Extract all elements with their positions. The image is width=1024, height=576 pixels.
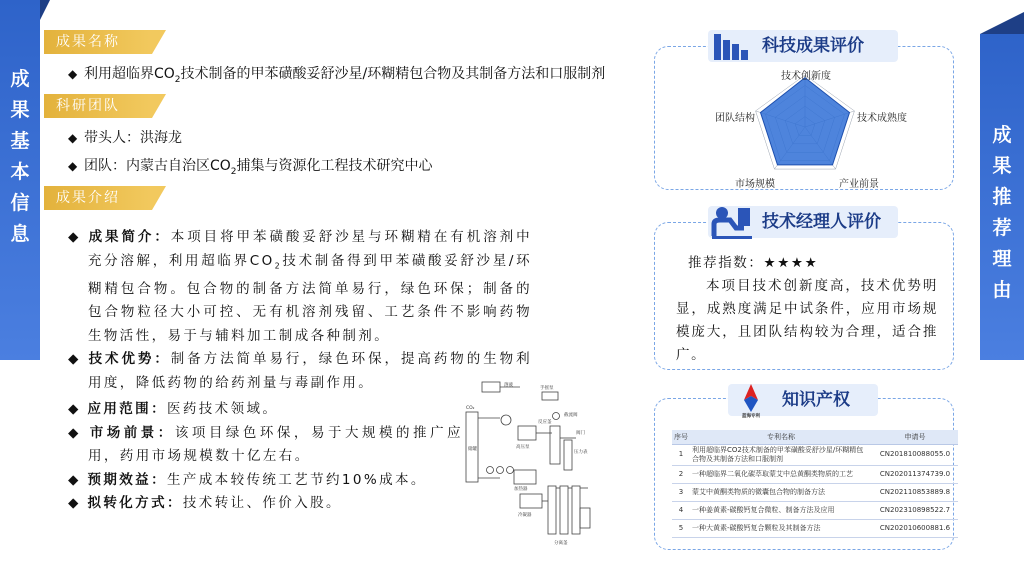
right-banner [980, 34, 1024, 360]
team-leader: ◆ 带头人：洪海龙 [68, 130, 182, 146]
section-tab-intro: 成果介绍 [44, 186, 152, 210]
radar-area [760, 78, 849, 165]
diagram-label: 冷凝器 [518, 513, 532, 518]
diagram-label: 阀门 [576, 431, 585, 436]
person-desk-icon [708, 204, 754, 240]
radar-label-team: 团队结构 [715, 113, 755, 124]
bar-chart-icon [708, 28, 754, 64]
left-banner-text [0, 64, 40, 250]
diamond-bullet-icon: ◆ [68, 159, 78, 173]
ip-title-bar [728, 384, 878, 416]
banner-fold [40, 0, 50, 20]
recommend-index: 推荐指数：★★★★ [688, 255, 819, 271]
diagram-label: 溶液 [504, 383, 513, 388]
process-flow-diagram [460, 378, 600, 554]
radar-label-industry: 产业前景 [839, 179, 879, 190]
left-banner [0, 0, 40, 360]
patent-logo-text: 蓝海专利 [742, 414, 760, 418]
intro-benefit: ◆ 预期效益：生产成本较传统工艺节约10%成本。 [68, 471, 427, 488]
manager-eval-text [676, 252, 938, 367]
table-row: 3 蒙艾中黄酮类物质的微囊包合物的制备方法 CN202110853889.8 [672, 483, 958, 501]
right-banner-char: 成 [992, 124, 1012, 146]
diamond-bullet-icon: ◆ [68, 131, 78, 145]
intro-scope: ◆ 应用范围：医药技术领域。 [68, 401, 279, 418]
left-banner-char: 成 [10, 68, 30, 90]
section-tab-name: 成果名称 [44, 30, 152, 54]
radar-label-maturity: 技术成熟度 [857, 113, 907, 124]
header-app: 申请号 [872, 430, 958, 444]
table-row: 5 一种大黄素-碳酸钙复合颗粒及其制备方法 CN202010600881.6 [672, 519, 958, 537]
diagram-label: 高压泵 [516, 445, 530, 450]
diagram-label: 分离釜 [554, 541, 568, 546]
diagram-label: 加热器 [514, 487, 528, 492]
patent-logo-icon [728, 382, 774, 418]
intro-summary: ◆ 成果简介：本项目将甲苯磺酸妥舒沙星与环糊精在有机溶剂中充分溶解，利用超临界$CO_2$技术制备得到甲苯磺酸妥舒沙星/环糊精包合物。包合物的制备方法简单易行，绿色环保；制备的包合物粒径大小可控、无有机溶剂残留、工艺条件不影响药物生物活性，易于与辅料加工制成各种制剂。 [68, 229, 532, 344]
achievement-title: ◆ 利用超临界$CO_2$技术制备的甲苯磺酸妥舒沙星/环糊精包合物及其制备方法和口服制剂 [68, 66, 606, 85]
left-banner-char: 本 [10, 161, 30, 183]
manager-eval-body: 本项目技术创新度高，技术优势明显，成熟度满足中试条件，应用市场规模庞大，且团队结构较为合理，适合推广。 [676, 278, 938, 363]
diamond-bullet-icon: ◆ [68, 67, 78, 81]
diagram-label: 压力表 [574, 450, 588, 455]
radar-label-market: 市场规模 [735, 179, 775, 190]
manager-eval-title: 技术经理人评价 [762, 212, 881, 232]
right-banner-char: 荐 [992, 217, 1012, 239]
manager-eval-title-bar [708, 206, 898, 238]
intro-advantage: ◆ 技术优势：制备方法简单易行，绿色环保，提高药物的生物利用度，降低药物的给药剂量与毒副作用。 [68, 351, 532, 391]
table-row: 4 一种姜黄素-碳酸钙复合微粒、制备方法及应用 CN202310898522.7 [672, 501, 958, 519]
header-name: 专利名称 [690, 430, 872, 444]
tech-eval-title-bar [708, 30, 898, 62]
intro-prospect: ◆ 市场前景：该项目绿色环保，易于大规模的推广应用，药用市场规模数十亿左右。 [68, 424, 463, 465]
right-banner-text [980, 120, 1024, 306]
right-banner-char: 理 [992, 248, 1012, 270]
diagram-label: 截流阀 [564, 413, 578, 418]
diagram-label: 储罐 [468, 447, 477, 452]
header-no: 序号 [672, 430, 690, 444]
tech-eval-panel [654, 46, 954, 190]
left-banner-char: 息 [10, 223, 30, 245]
table-row: 1 利用超临界CO2技术制备的甲苯磺酸妥舒沙星/环糊精包合物及其制备方法和口服制剂 CN201810088055.0 [672, 444, 958, 465]
right-banner-char: 推 [992, 186, 1012, 208]
right-banner-char: 果 [992, 155, 1012, 177]
intro-transfer: ◆ 拟转化方式：技术转让、作价入股。 [68, 495, 342, 512]
tech-eval-title: 科技成果评价 [762, 36, 864, 56]
section-tab-team: 科研团队 [44, 94, 152, 118]
table-row: 2 一种超临界二氧化碳萃取蒙艾中总黄酮类物质的工艺 CN202011374739.0 [672, 465, 958, 483]
table-header-row [672, 430, 958, 444]
diagram-label: 反应釜 [538, 420, 552, 425]
left-banner-char: 信 [10, 192, 30, 214]
banner-fold [980, 12, 1024, 34]
ip-title: 知识产权 [782, 390, 850, 410]
patent-table [672, 430, 958, 538]
diagram-label: CO₂ [466, 406, 475, 411]
diagram-label: 手摇泵 [540, 386, 554, 391]
left-banner-char: 基 [10, 130, 30, 152]
star-rating: ★★★★ [763, 255, 819, 271]
left-banner-char: 果 [10, 99, 30, 121]
team-group: ◆ 团队：内蒙古自治区$CO_2$捕集与资源化工程技术研究中心 [68, 158, 433, 177]
radar-label-innovation: 技术创新度 [781, 71, 831, 82]
right-banner-char: 由 [992, 279, 1012, 301]
